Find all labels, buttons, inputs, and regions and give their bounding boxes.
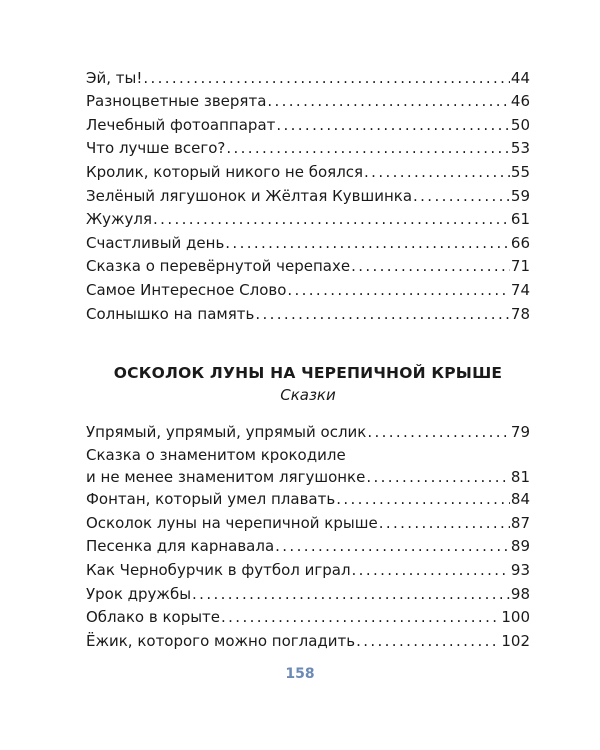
toc-entry-title: Облако в корыте bbox=[86, 608, 221, 627]
section-subtitle: Сказки bbox=[280, 386, 336, 404]
toc-entry-title: Песенка для карнавала bbox=[86, 537, 275, 556]
dot-leader bbox=[351, 255, 510, 278]
toc-entry-title: Эй, ты! bbox=[86, 68, 143, 87]
toc-entry-title: Что лучше всего? bbox=[86, 139, 226, 158]
toc-entry[interactable] bbox=[86, 255, 530, 279]
toc-entry[interactable] bbox=[86, 184, 530, 208]
toc-entry-page: 71 bbox=[510, 257, 530, 276]
toc-entry[interactable] bbox=[86, 113, 530, 137]
toc-entry[interactable] bbox=[86, 420, 530, 444]
toc-entry-page: 46 bbox=[510, 92, 530, 111]
dot-leader bbox=[153, 208, 510, 231]
toc-entry[interactable] bbox=[86, 278, 530, 302]
toc-entry[interactable] bbox=[86, 444, 530, 488]
dot-leader bbox=[367, 421, 510, 444]
dot-leader bbox=[192, 583, 510, 606]
dot-leader bbox=[225, 232, 510, 255]
toc-entry-title: Зелёный лягушонок и Жёлтая Кувшинка bbox=[86, 186, 413, 205]
toc-entry-page: 79 bbox=[510, 422, 530, 441]
toc-entry-page: 89 bbox=[510, 537, 530, 556]
dot-leader bbox=[366, 466, 510, 488]
toc-entry-page: 66 bbox=[510, 233, 530, 252]
toc-entry-title: Упрямый, упрямый, упрямый ослик bbox=[86, 422, 367, 441]
dot-leader bbox=[276, 114, 510, 137]
dot-leader bbox=[352, 559, 510, 582]
toc-entry-title: Ёжик, которого можно погладить bbox=[86, 631, 356, 650]
toc-entry-page: 53 bbox=[510, 139, 530, 158]
toc-entry[interactable] bbox=[86, 582, 530, 606]
toc-list-part1 bbox=[86, 66, 530, 326]
dot-leader bbox=[356, 630, 500, 653]
toc-entry-title: Самое Интересное Слово bbox=[86, 280, 287, 299]
toc-entry[interactable] bbox=[86, 66, 530, 90]
toc-entry-page: 102 bbox=[501, 631, 530, 650]
toc-entry-title: Фонтан, который умел плавать bbox=[86, 490, 336, 509]
dot-leader bbox=[226, 137, 510, 160]
toc-entry-page: 61 bbox=[510, 210, 530, 229]
dot-leader bbox=[364, 161, 510, 184]
toc-entry-page: 55 bbox=[510, 162, 530, 181]
toc-entry-page: 93 bbox=[510, 560, 530, 579]
page-number: 158 bbox=[285, 666, 315, 682]
dot-leader bbox=[143, 67, 510, 90]
toc-entry-title-line1: Сказка о знаменитом крокодиле bbox=[86, 445, 346, 464]
toc-entry-page: 87 bbox=[510, 513, 530, 532]
toc-entry-title: Разноцветные зверята bbox=[86, 92, 267, 111]
toc-list-part2 bbox=[86, 420, 530, 653]
toc-entry-page: 100 bbox=[501, 608, 530, 627]
toc-entry[interactable] bbox=[86, 558, 530, 582]
dot-leader bbox=[336, 488, 510, 511]
toc-entry[interactable] bbox=[86, 629, 530, 653]
toc-entry-page: 74 bbox=[510, 280, 530, 299]
toc-entry[interactable] bbox=[86, 511, 530, 535]
toc-entry-page: 84 bbox=[510, 490, 530, 509]
toc-entry-title: Урок дружбы bbox=[86, 584, 192, 603]
toc-entry[interactable] bbox=[86, 606, 530, 630]
toc-entry-title: Солнышко на память bbox=[86, 304, 255, 323]
toc-entry-title: Осколок луны на черепичной крыше bbox=[86, 513, 378, 532]
toc-entry-title-line2: и не менее знаменитом лягушонке bbox=[86, 467, 366, 486]
toc-entry-title: Лечебный фотоаппарат bbox=[86, 115, 276, 134]
dot-leader bbox=[267, 90, 510, 113]
toc-entry-page: 81 bbox=[510, 467, 530, 486]
toc-entry-title: Сказка о перевёрнутой черепахе bbox=[86, 257, 351, 276]
toc-entry-page: 78 bbox=[510, 304, 530, 323]
toc-entry-title: Счастливый день bbox=[86, 233, 225, 252]
toc-entry[interactable] bbox=[86, 208, 530, 232]
toc-entry-page: 44 bbox=[510, 68, 530, 87]
toc-entry[interactable] bbox=[86, 90, 530, 114]
section-heading: ОСКОЛОК ЛУНЫ НА ЧЕРЕПИЧНОЙ КРЫШЕ bbox=[113, 364, 503, 382]
dot-leader bbox=[413, 185, 510, 208]
toc-entry-title: Кролик, который никого не боялся bbox=[86, 162, 364, 181]
toc-entry-page: 59 bbox=[510, 186, 530, 205]
dot-leader bbox=[221, 606, 500, 629]
toc-entry-page: 50 bbox=[510, 115, 530, 134]
toc-entry[interactable] bbox=[86, 535, 530, 559]
toc-entry[interactable] bbox=[86, 231, 530, 255]
toc-entry-page: 98 bbox=[510, 584, 530, 603]
toc-entry[interactable] bbox=[86, 137, 530, 161]
dot-leader bbox=[287, 279, 510, 302]
toc-entry[interactable] bbox=[86, 302, 530, 326]
dot-leader bbox=[379, 512, 510, 535]
dot-leader bbox=[255, 303, 510, 326]
toc-entry-line2 bbox=[86, 466, 530, 488]
toc-entry[interactable] bbox=[86, 160, 530, 184]
toc-entry[interactable] bbox=[86, 488, 530, 512]
toc-entry-title: Жужуля bbox=[86, 210, 153, 229]
dot-leader bbox=[275, 535, 510, 558]
toc-entry-title: Как Чернобурчик в футбол играл bbox=[86, 560, 351, 579]
